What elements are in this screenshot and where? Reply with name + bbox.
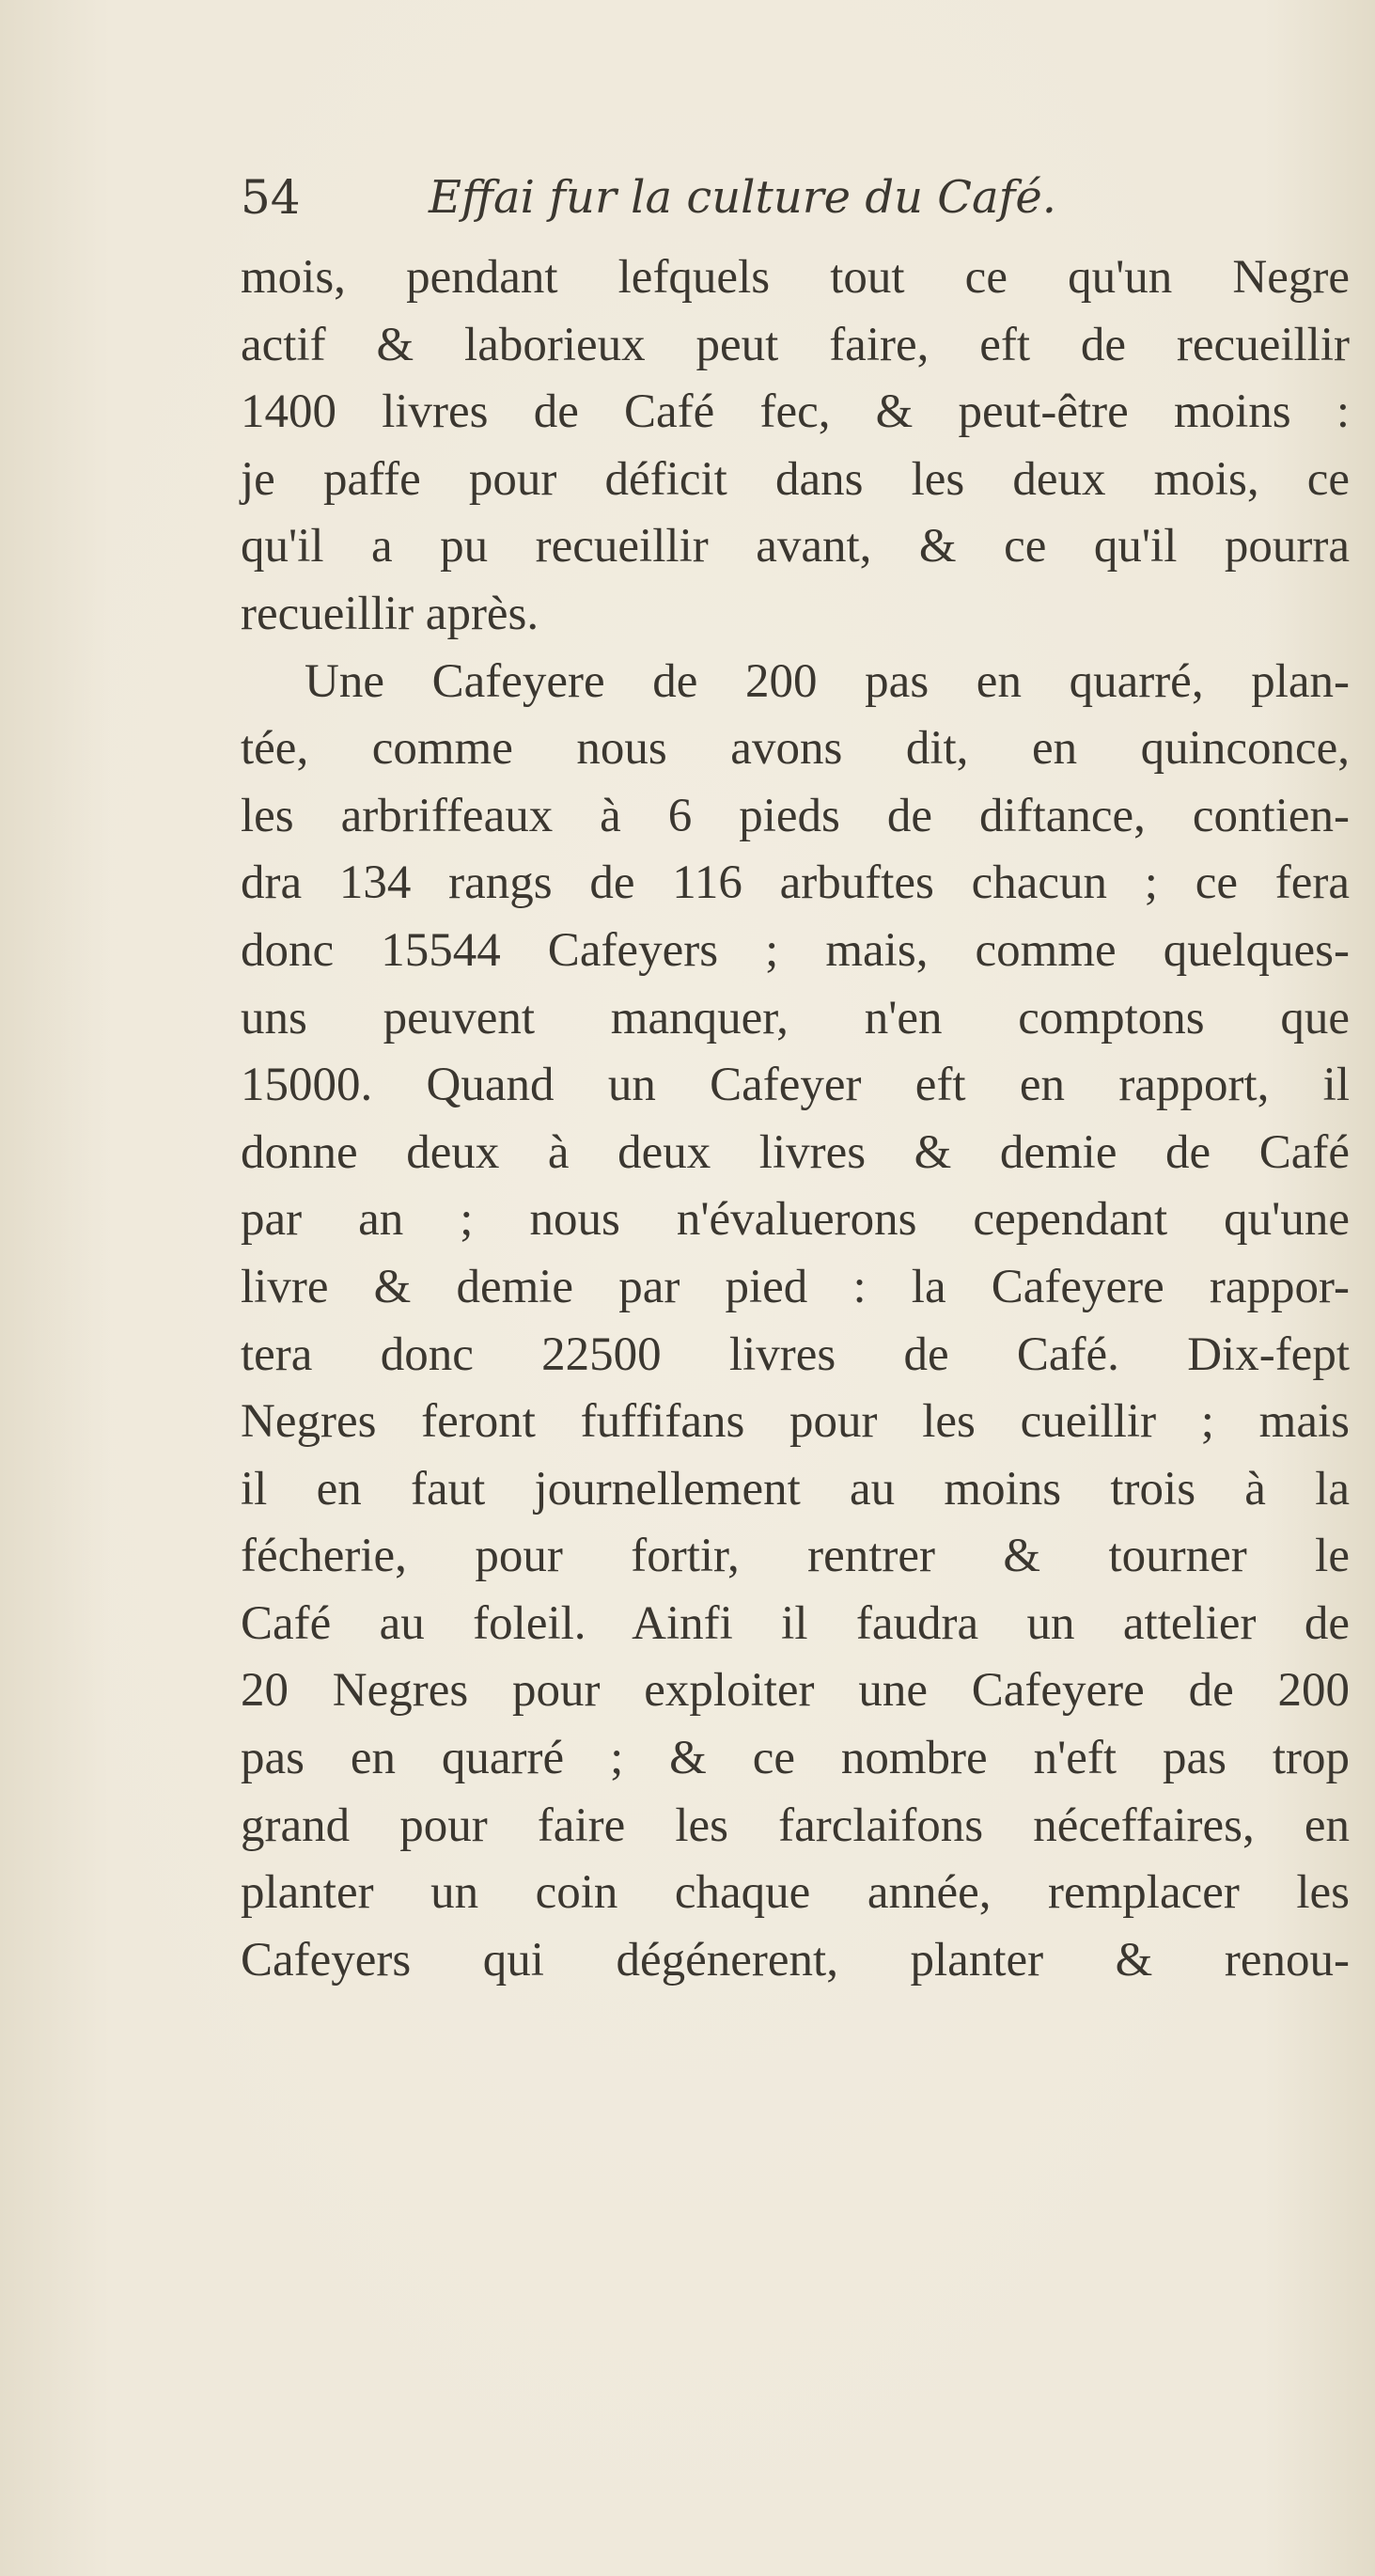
text-line: qu'il a pu recueillir avant, & ce qu'il pourra bbox=[241, 520, 1350, 573]
text-line: par an ; nous n'évaluerons cependant qu'une bbox=[241, 1193, 1350, 1247]
text-line: livre & demie par pied : la Cafeyere rappor- bbox=[241, 1260, 1350, 1313]
text-line: uns peuvent manquer, n'en comptons que bbox=[241, 991, 1350, 1045]
text-line: fécherie, pour fortir, rentrer & tourner le bbox=[241, 1530, 1350, 1583]
text-line: pas en quarré ; & ce nombre n'eft pas trop bbox=[241, 1732, 1350, 1785]
text-line: 1400 livres de Café fec, & peut-être moins : bbox=[241, 385, 1350, 439]
page-number: 54 bbox=[241, 170, 301, 225]
text-line: il en faut journellement au moins trois à la bbox=[241, 1462, 1350, 1516]
text-line: actif & laborieux peut faire, eft de recueillir bbox=[241, 318, 1350, 371]
text-line: je paffe pour déficit dans les deux mois, ce bbox=[241, 452, 1350, 506]
text-line: mois, pendant lefquels tout ce qu'un Negre bbox=[241, 251, 1350, 304]
text-line: 20 Negres pour exploiter une Cafeyere de 200 bbox=[241, 1664, 1350, 1718]
text-line: dra 134 rangs de 116 arbuftes chacun ; ce fera bbox=[241, 856, 1350, 910]
text-line: planter un coin chaque année, remplacer les bbox=[241, 1866, 1350, 1920]
text-line: tée, comme nous avons dit, en quinconce, bbox=[241, 722, 1350, 776]
text-line: Une Cafeyere de 200 pas en quarré, plan- bbox=[305, 654, 1350, 708]
page-header bbox=[241, 160, 1350, 235]
text-line: recueillir après. bbox=[241, 587, 539, 640]
text-line: les arbriffeaux à 6 pieds de diftance, contien- bbox=[241, 789, 1350, 842]
body-text bbox=[241, 244, 1350, 1994]
text-line: Negres feront fuffifans pour les cueillir ; mais bbox=[241, 1395, 1350, 1449]
text-line: Cafeyers qui dégénerent, planter & renou- bbox=[241, 1933, 1350, 1987]
text-line: Café au foleil. Ainfi il faudra un attelier de bbox=[241, 1596, 1350, 1650]
running-title: Effai fur la culture du Café. bbox=[429, 171, 1057, 224]
text-line: donne deux à deux livres & demie de Café bbox=[241, 1125, 1350, 1179]
text-line: donc 15544 Cafeyers ; mais, comme quelques- bbox=[241, 923, 1350, 977]
text-line: tera donc 22500 livres de Café. Dix-fept bbox=[241, 1327, 1350, 1381]
text-line: 15000. Quand un Cafeyer eft en rapport, il bbox=[241, 1059, 1350, 1112]
text-line: grand pour faire les farclaifons néceffaires, en bbox=[241, 1798, 1350, 1852]
